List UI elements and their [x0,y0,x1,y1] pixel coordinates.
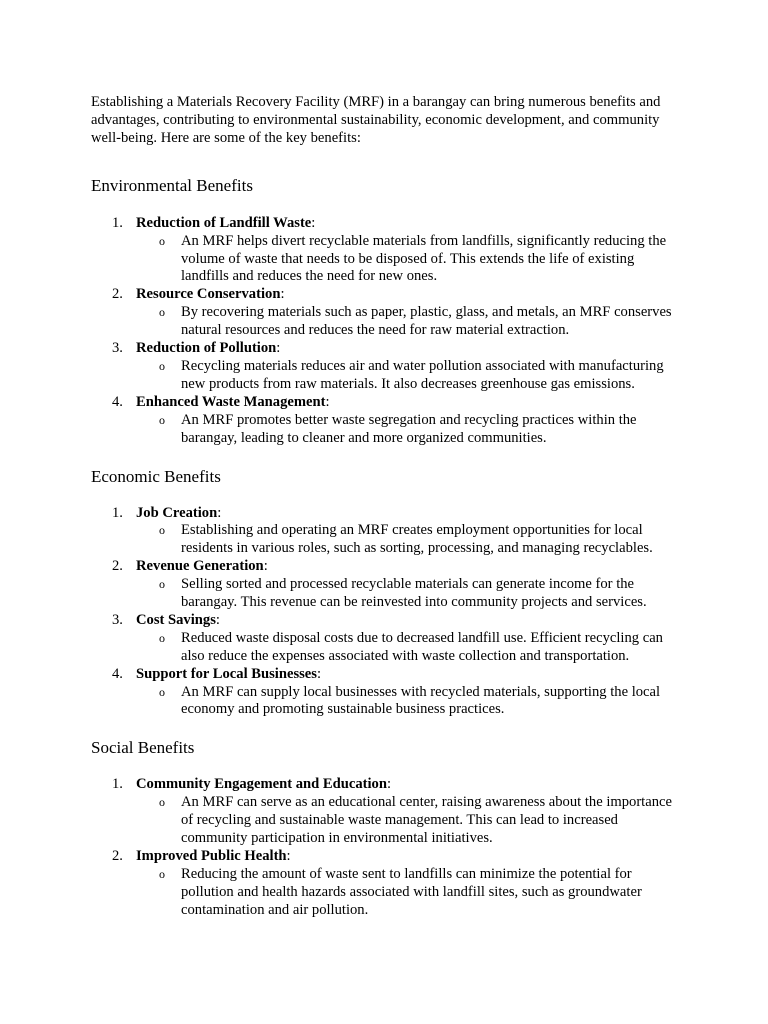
bullet-icon: o [159,233,165,248]
social-benefits-list [91,776,681,919]
item-detail: Reducing the amount of waste sent to landfills can minimize the potential for pollution and health hazards associated with landfill sites, such as groundwater contamination and air pollution. [181,865,642,918]
item-number: 1. [112,214,123,231]
item-title: Cost Savings [136,611,216,628]
item-title: Community Engagement and Education [136,776,387,793]
item-number: 4. [112,665,123,682]
item-number: 1. [112,504,123,521]
item-colon: : [386,776,392,793]
sub-list [136,233,681,287]
item-title: Job Creation [136,504,218,521]
environmental-benefits-list [91,215,681,448]
list-item [91,340,681,394]
item-title: Resource Conservation [136,286,281,303]
economic-benefits-list [91,505,681,720]
sub-list-item [136,866,681,920]
item-colon: : [311,214,316,231]
sub-list [136,866,681,920]
sub-list-item [136,794,681,848]
item-detail: Reduced waste disposal costs due to decreased landfill use. Efficient recycling can also reduce the expenses associated with waste collection and transportation. [181,629,663,664]
list-item [91,558,681,612]
bullet-icon: o [159,795,165,810]
item-colon: : [276,340,281,357]
item-title: Improved Public Health [136,848,287,864]
item-detail: Selling sorted and processed recyclable materials can generate income for the barangay. This revenue can be reinvested into community projects and services. [181,576,647,611]
bullet-icon: o [159,684,165,699]
sub-list-item [136,304,681,340]
list-item [91,394,681,448]
sub-list [136,630,681,666]
item-detail: An MRF can serve as an educational center, raising awareness about the importance of recycling and sustainable waste management. This can lead to increased community participation in environmental initiatives. [181,794,672,847]
section-heading-environmental: Environmental Benefits [91,175,253,195]
item-title: Reduction of Landfill Waste [136,214,312,231]
sub-list-item [136,358,681,394]
sub-list [136,358,681,394]
item-number: 4. [112,393,123,410]
document-page [91,94,681,920]
item-title: Support for Local Businesses [136,665,317,682]
item-colon: : [215,611,220,628]
item-colon: : [280,286,285,303]
sub-list [136,304,681,340]
list-item [91,776,681,848]
item-colon: : [325,393,330,410]
bullet-icon: o [159,305,165,320]
item-colon: : [316,665,322,682]
item-number: 3. [112,340,123,357]
sub-list [136,684,681,720]
item-detail: Establishing and operating an MRF creates employment opportunities for local residents in various roles, such as sorting, processing, and managing recyclables. [181,522,653,557]
sub-list-item [136,684,681,720]
list-item [91,215,681,287]
sub-list-item [136,412,681,448]
item-colon: : [263,558,268,575]
bullet-icon: o [159,866,165,881]
item-detail: Recycling materials reduces air and water pollution associated with manufacturing new products from raw materials. It also decreases greenhouse gas emissions. [181,357,664,392]
list-item [91,848,681,920]
list-item [91,612,681,666]
list-item [91,666,681,720]
intro-paragraph: Establishing a Materials Recovery Facility (MRF) in a barangay can bring numerous benefits and advantages, contributing to environmental sustainability, economic development, and community well-being. Here are some of the key benefits: [91,94,661,146]
item-detail: An MRF can supply local businesses with recycled materials, supporting the local economy and promoting sustainable business practices. [181,683,661,718]
item-number: 2. [112,848,123,864]
item-number: 1. [112,776,123,793]
sub-list [136,412,681,448]
list-item [91,286,681,340]
sub-list-item [136,576,681,612]
item-colon: : [286,848,291,864]
item-title: Reduction of Pollution [136,340,277,357]
sub-list-item [136,630,681,666]
sub-list-item [136,233,681,287]
item-number: 2. [112,286,123,303]
sub-list-item [136,522,681,558]
bullet-icon: o [159,577,165,592]
section-heading-social: Social Benefits [91,738,195,758]
sub-list [136,522,681,558]
sub-list [136,794,681,848]
bullet-icon: o [159,523,165,538]
item-detail: An MRF promotes better waste segregation and recycling practices within the barangay, leading to cleaner and more organized communities. [181,411,637,446]
item-title: Enhanced Waste Management [136,393,326,410]
item-detail: By recovering materials such as paper, plastic, glass, and metals, an MRF conserves natural resources and reduces the need for raw material extraction. [181,304,672,339]
item-number: 2. [112,558,123,575]
item-number: 3. [112,611,123,628]
bullet-icon: o [159,358,165,373]
section-heading-economic: Economic Benefits [91,466,221,486]
bullet-icon: o [159,630,165,645]
item-title: Revenue Generation [136,558,264,575]
list-item [91,505,681,559]
bullet-icon: o [159,412,165,427]
sub-list [136,576,681,612]
item-colon: : [217,504,222,521]
item-detail: An MRF helps divert recyclable materials from landfills, significantly reducing the volume of waste that needs to be disposed of. This extends the life of existing landfills and reduces the need for new ones. [181,232,667,285]
